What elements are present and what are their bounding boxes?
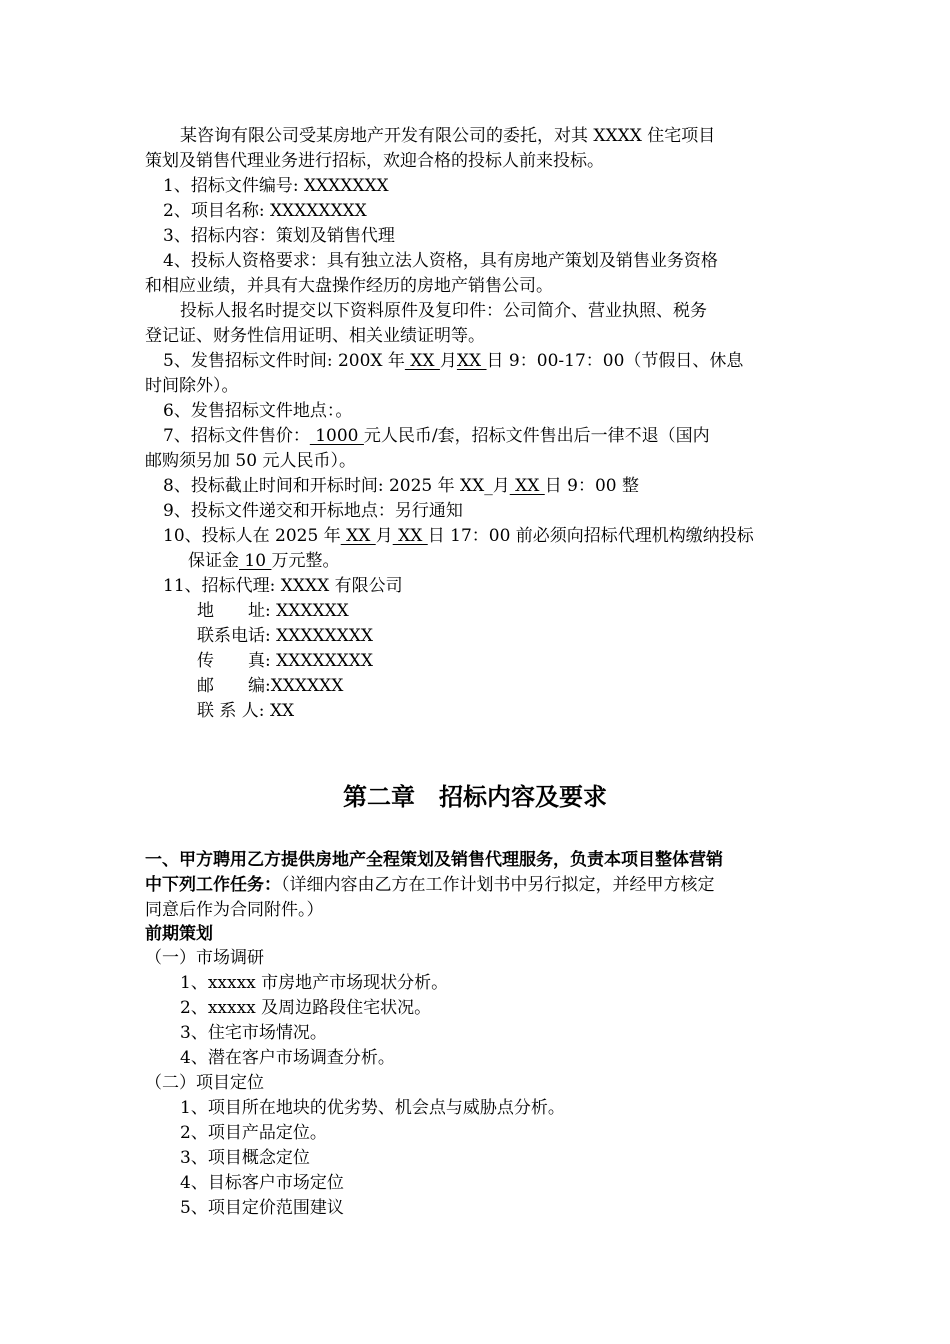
item-10-line-2 xyxy=(188,549,339,574)
contact-postcode: 邮 编:XXXXXX xyxy=(197,676,344,696)
contact-fax: 传 真: XXXXXXXX xyxy=(197,651,373,671)
item-7-price-blank: 1000 xyxy=(309,426,364,446)
item-10-text-c: 日 17：00 前必须向招标代理机构缴纳投标 xyxy=(427,526,754,546)
positioning-item-3: 3、项目概念定位 xyxy=(180,1148,310,1168)
item-5-text-b: 月 xyxy=(439,351,457,371)
item-1: 1、招标文件编号: XXXXXXX xyxy=(163,176,389,196)
section-1-line-2 xyxy=(145,873,715,898)
positioning-item-4: 4、目标客户市场定位 xyxy=(180,1173,344,1193)
item-8-text-a: 8、投标截止时间和开标时间: 2025 年 XX_月 xyxy=(163,476,510,496)
item-2: 2、项目名称: XXXXXXXX xyxy=(163,201,367,221)
positioning-item-5: 5、项目定价范围建议 xyxy=(180,1198,344,1218)
item-10-text-e: 万元整。 xyxy=(271,551,340,571)
item-3: 3、招标内容：策划及销售代理 xyxy=(163,226,395,246)
market-item-1: 1、xxxxx 市房地产市场现状分析。 xyxy=(180,973,449,993)
intro-line-2: 策划及销售代理业务进行招标，欢迎合格的投标人前来投标。 xyxy=(145,151,604,171)
item-10-text-b: 月 xyxy=(375,526,393,546)
item-7-text-a: 7、招标文件售价： xyxy=(163,426,310,446)
item-8-day-blank: XX xyxy=(509,476,545,496)
positioning-heading: （二）项目定位 xyxy=(145,1073,264,1093)
item-4-line-3: 投标人报名时提交以下资料原件及复印件：公司简介、营业执照、税务 xyxy=(180,301,707,321)
intro-line-1: 某咨询有限公司受某房地产开发有限公司的委托，对其 XXXX 住宅项目 xyxy=(180,126,716,146)
item-4-line-1: 4、投标人资格要求：具有独立法人资格，具有房地产策划及销售业务资格 xyxy=(163,251,718,271)
contact-phone: 联系电话: XXXXXXXX xyxy=(197,626,373,646)
item-5-line-2: 时间除外）。 xyxy=(145,376,239,396)
market-item-3: 3、住宅市场情况。 xyxy=(180,1023,327,1043)
item-10-deposit-blank: 10 xyxy=(239,551,272,571)
item-4-line-2: 和相应业绩，并具有大盘操作经历的房地产销售公司。 xyxy=(145,276,553,296)
item-7-line-1 xyxy=(163,424,710,449)
phase-heading: 前期策划 xyxy=(145,924,213,944)
item-7-line-2: 邮购须另加 50 元人民币）。 xyxy=(145,451,356,471)
contact-person: 联 系 人: XX xyxy=(197,701,295,721)
item-8-text-b: 日 9：00 整 xyxy=(544,476,640,496)
chapter-2-title: 第二章 招标内容及要求 xyxy=(343,782,607,811)
market-heading: （一）市场调研 xyxy=(145,948,264,968)
item-8 xyxy=(163,474,639,499)
item-11: 11、招标代理: XXXX 有限公司 xyxy=(163,576,403,596)
item-5-day-blank: XX xyxy=(456,351,487,371)
section-1-line-1: 一、甲方聘用乙方提供房地产全程策划及销售代理服务，负责本项目整体营销 xyxy=(145,850,723,870)
item-10-text-a: 10、投标人在 2025 年 xyxy=(163,526,341,546)
item-9: 9、投标文件递交和开标地点：另行通知 xyxy=(163,501,463,521)
item-5-line-1 xyxy=(163,349,743,374)
item-10-text-d: 保证金 xyxy=(188,551,239,571)
item-10-month-blank: XX xyxy=(340,526,376,546)
item-4-line-4: 登记证、财务性信用证明、相关业绩证明等。 xyxy=(145,326,485,346)
section-1-bold-text: 中下列工作任务： xyxy=(145,875,281,895)
item-10-day-blank: XX xyxy=(392,526,428,546)
item-5-text-c: 日 9：00-17：00（节假日、休息 xyxy=(486,351,744,371)
market-item-2: 2、xxxxx 及周边路段住宅状况。 xyxy=(180,998,432,1018)
item-5-text-a: 5、发售招标文件时间: 200X 年 xyxy=(163,351,405,371)
section-1-normal-text: （详细内容由乙方在工作计划书中另行拟定，并经甲方核定 xyxy=(281,875,715,895)
item-5-month-blank: XX xyxy=(404,351,440,371)
section-1-line-3: 同意后作为合同附件。） xyxy=(145,900,324,920)
item-10-line-1 xyxy=(163,524,754,549)
contact-address: 地 址: XXXXXX xyxy=(197,601,349,621)
item-6: 6、发售招标文件地点：。 xyxy=(163,401,353,421)
positioning-item-2: 2、项目产品定位。 xyxy=(180,1123,327,1143)
market-item-4: 4、潜在客户市场调查分析。 xyxy=(180,1048,395,1068)
item-7-text-b: 元人民币/套，招标文件售出后一律不退（国内 xyxy=(363,426,710,446)
positioning-item-1: 1、项目所在地块的优劣势、机会点与威胁点分析。 xyxy=(180,1098,565,1118)
